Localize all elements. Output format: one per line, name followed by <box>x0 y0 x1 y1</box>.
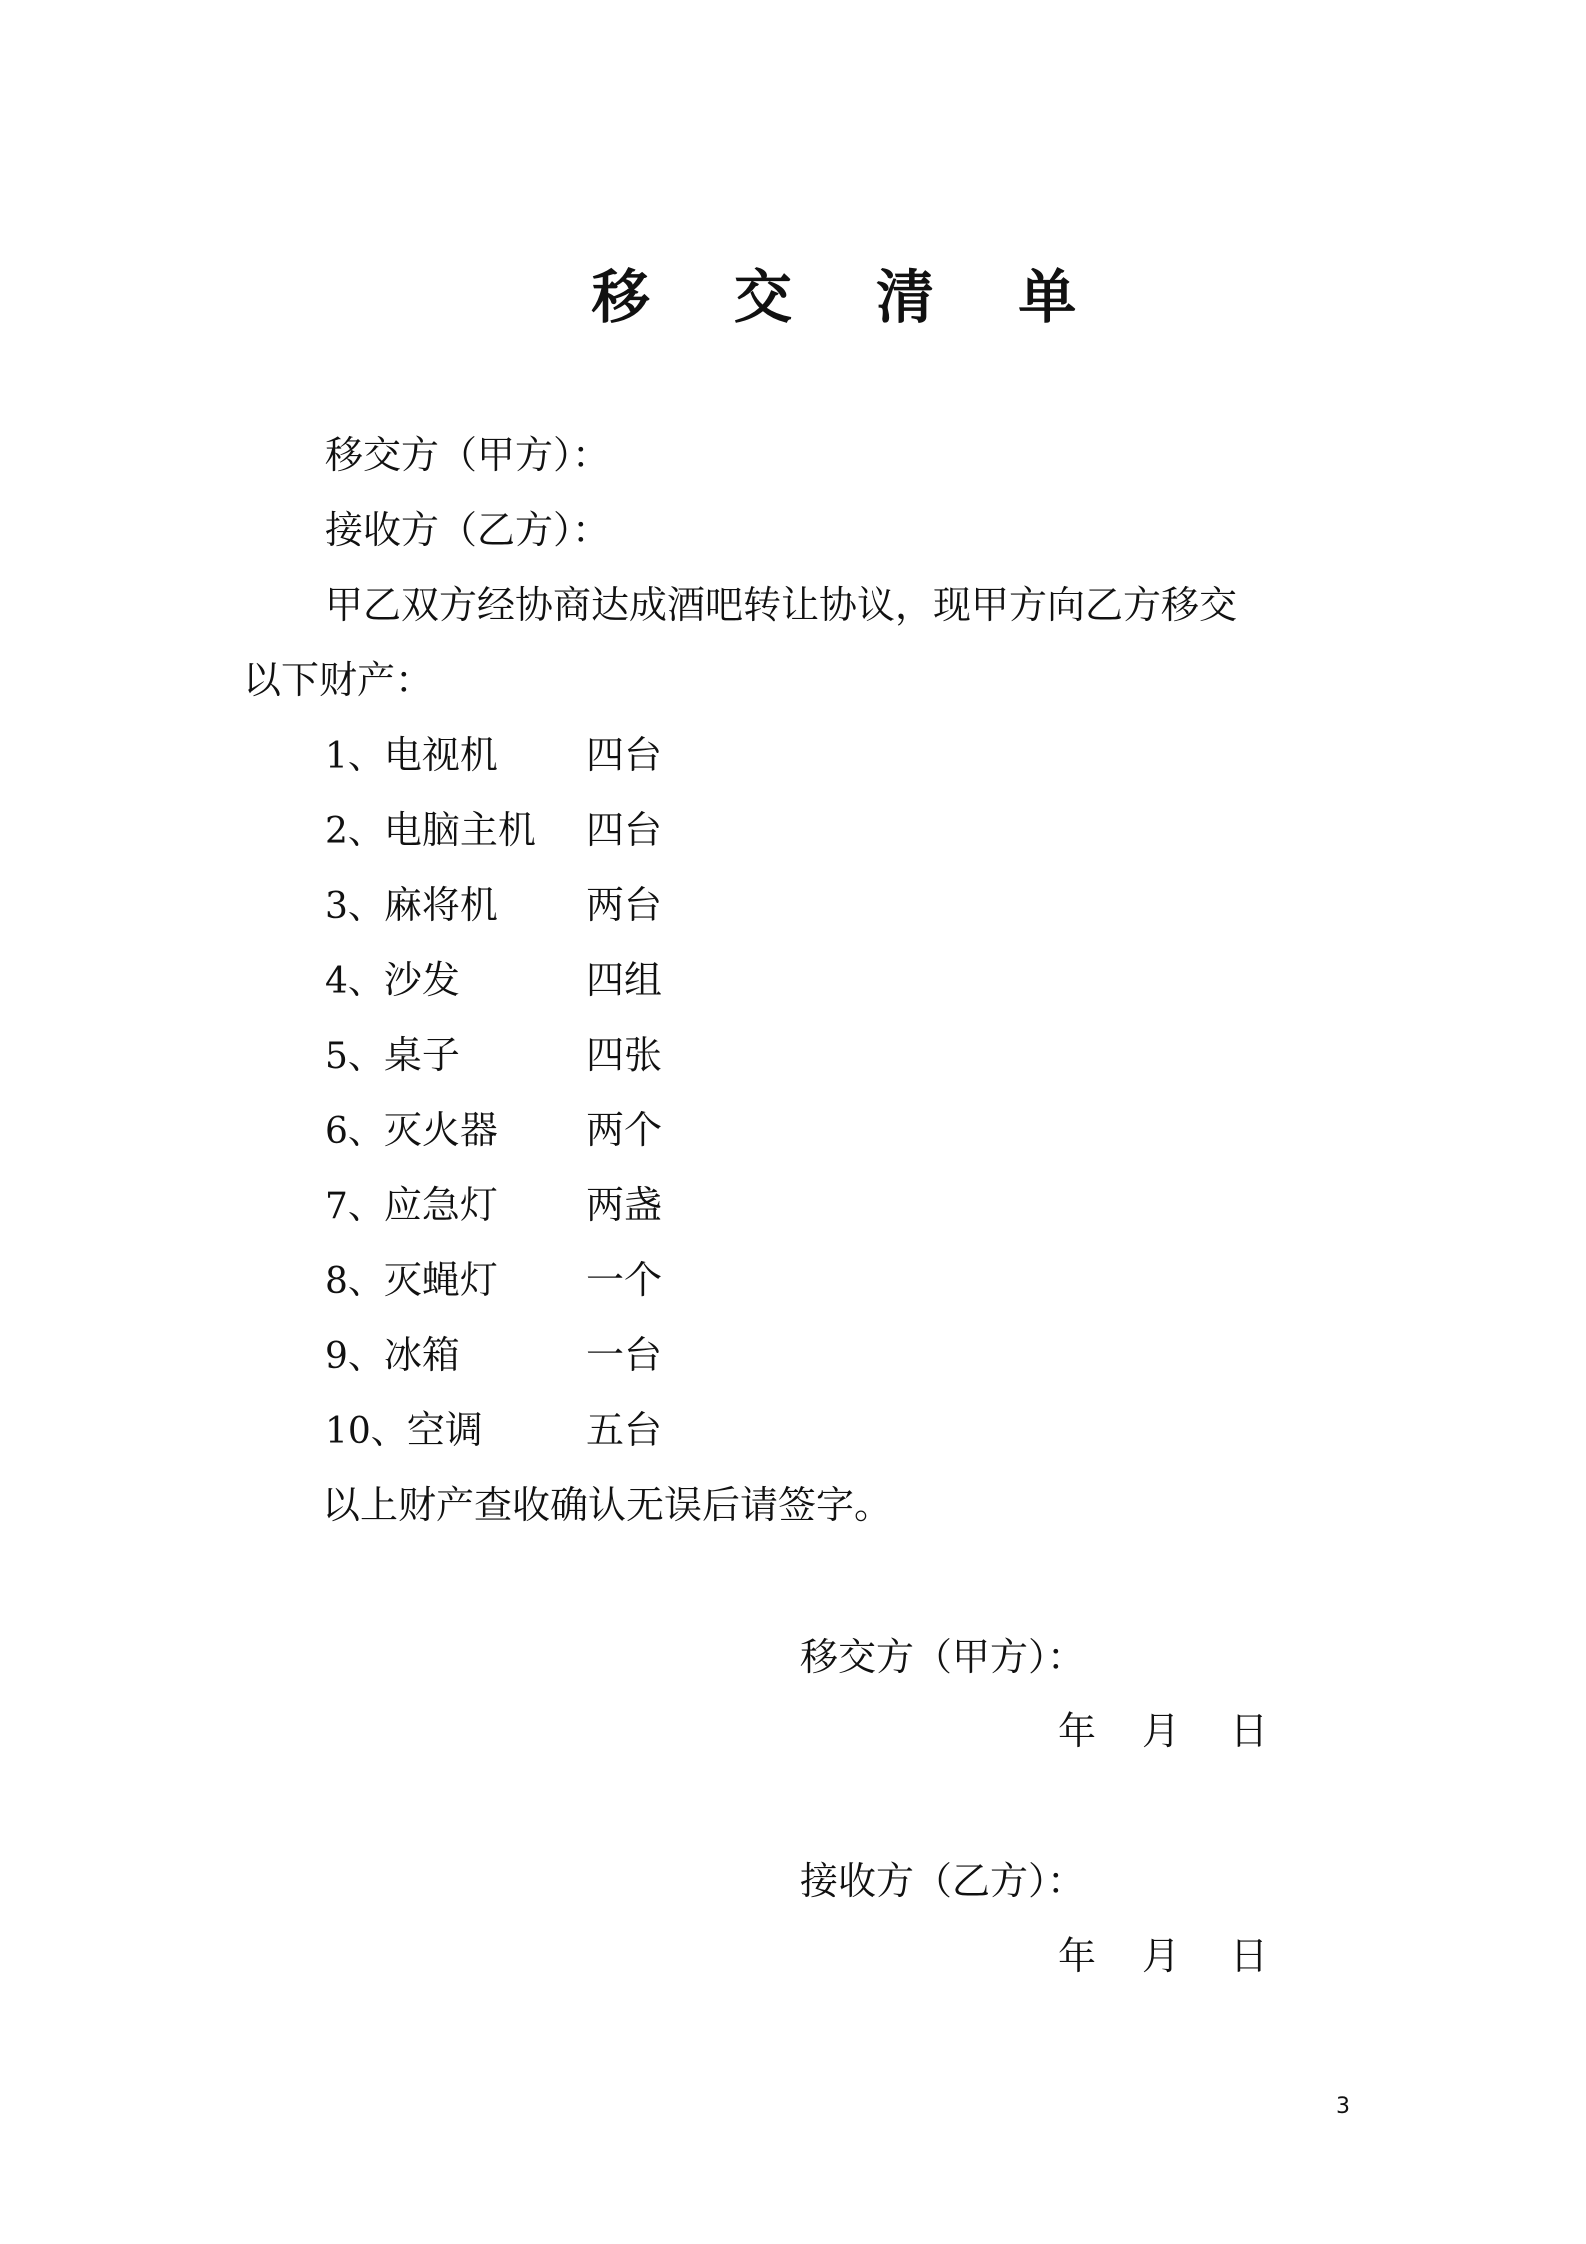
list-item <box>325 1405 483 1457</box>
item-name: 麻将机 <box>383 883 498 927</box>
item-name: 电脑主机 <box>383 808 536 852</box>
list-item <box>325 1180 498 1232</box>
sign-receiving-label: 接收方（乙方）： <box>800 1859 1086 1903</box>
item-quantity: 两盏 <box>586 1183 663 1227</box>
item-quantity: 四台 <box>586 808 663 852</box>
item-name: 桌子 <box>383 1033 460 1077</box>
item-quantity: 两台 <box>586 883 663 927</box>
item-number: 10、 <box>325 1411 407 1452</box>
item-name: 沙发 <box>383 958 460 1002</box>
list-item <box>325 1030 460 1082</box>
item-quantity: 四组 <box>586 958 663 1002</box>
item-number: 8、 <box>325 1261 384 1302</box>
date-day: 日 <box>1230 1934 1269 1978</box>
item-number: 4、 <box>325 961 384 1002</box>
list-item <box>325 955 460 1007</box>
list-item <box>325 1105 498 1157</box>
item-quantity: 一台 <box>586 1333 663 1377</box>
list-item <box>325 730 498 782</box>
item-name: 空调 <box>406 1408 483 1452</box>
sign-handover-label: 移交方（甲方）： <box>800 1635 1086 1679</box>
item-quantity: 两个 <box>586 1108 663 1152</box>
item-quantity: 五台 <box>586 1408 663 1452</box>
handover-party-label: 移交方（甲方）： <box>325 433 611 477</box>
item-name: 电视机 <box>383 733 498 777</box>
list-item <box>325 1255 498 1307</box>
intro-line-2: 以下财产： <box>243 658 434 702</box>
item-number: 2、 <box>325 811 384 852</box>
intro-line-1: 甲乙双方经协商达成酒吧转让协议，现甲方向乙方移交 <box>325 583 1238 627</box>
item-quantity: 四台 <box>586 733 663 777</box>
item-number: 9、 <box>325 1336 384 1377</box>
item-number: 1、 <box>325 736 384 777</box>
item-number: 7、 <box>325 1186 384 1227</box>
document-title: 移 交 清 单 <box>591 263 1109 331</box>
list-item <box>325 880 498 932</box>
receiving-party-label: 接收方（乙方）： <box>325 508 611 552</box>
date-year: 年 <box>1058 1709 1097 1753</box>
item-name: 灭蝇灯 <box>383 1258 498 1302</box>
item-number: 5、 <box>325 1036 384 1077</box>
item-quantity: 一个 <box>586 1258 663 1302</box>
closing-text: 以上财产查收确认无误后请签字。 <box>322 1483 893 1527</box>
item-name: 冰箱 <box>383 1333 460 1377</box>
list-item <box>325 1330 460 1382</box>
page-number: 3 <box>1336 2094 1350 2119</box>
item-number: 6、 <box>325 1111 384 1152</box>
date-year: 年 <box>1058 1934 1097 1978</box>
item-quantity: 四张 <box>586 1033 663 1077</box>
item-name: 灭火器 <box>383 1108 498 1152</box>
item-name: 应急灯 <box>383 1183 498 1227</box>
list-item <box>325 805 536 857</box>
date-day: 日 <box>1230 1709 1269 1753</box>
date-month: 月 <box>1142 1934 1181 1978</box>
date-month: 月 <box>1142 1709 1181 1753</box>
item-number: 3、 <box>325 886 384 927</box>
